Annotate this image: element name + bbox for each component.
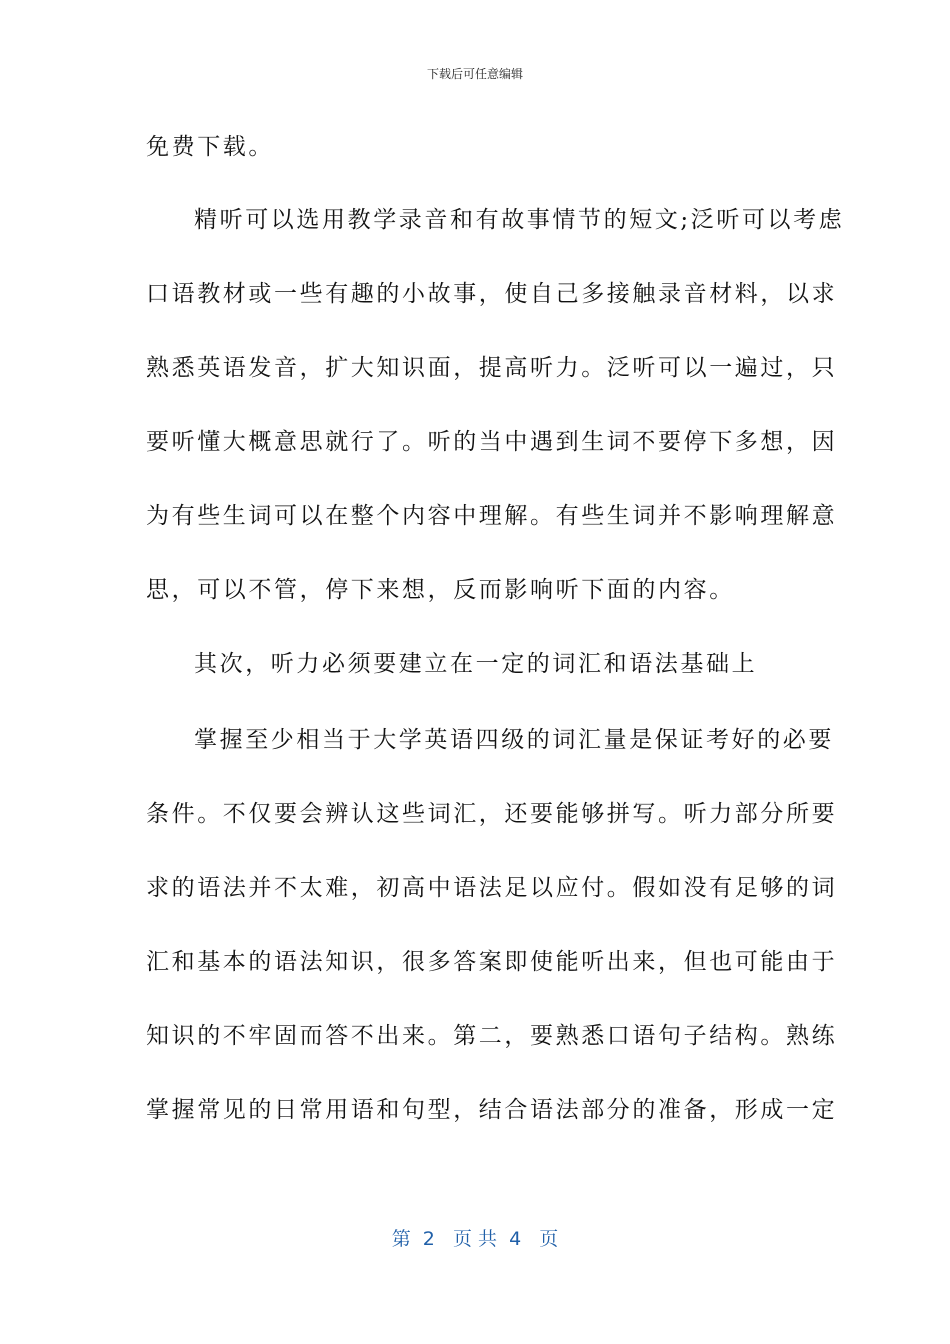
paragraph-start-line: 其次，听力必须要建立在一定的词汇和语法基础上 [194,651,758,677]
text-line: 要听懂大概意思就行了。听的当中遇到生词不要停下多想，因 [146,429,838,455]
text-line: 免费下载。 [146,134,274,160]
text-line: 汇和基本的语法知识，很多答案即使能听出来，但也可能由于 [146,949,838,975]
text-line: 口语教材或一些有趣的小故事，使自己多接触录音材料，以求 [146,281,838,307]
paragraph-start-line: 掌握至少相当于大学英语四级的词汇量是保证考好的必要 [194,727,834,753]
text-line: 求的语法并不太难，初高中语法足以应付。假如没有足够的词 [146,875,838,901]
text-line: 知识的不牢固而答不出来。第二，要熟悉口语句子结构。熟练 [146,1023,838,1049]
text-line: 为有些生词可以在整个内容中理解。有些生词并不影响理解意 [146,503,838,529]
text-line: 条件。不仅要会辨认这些词汇，还要能够拼写。听力部分所要 [146,801,838,827]
text-line: 熟悉英语发音，扩大知识面，提高听力。泛听可以一遍过，只 [146,355,838,381]
paragraph-start-line: 精听可以选用教学录音和有故事情节的短文;泛听可以考虑 [194,207,845,233]
text-line: 掌握常见的日常用语和句型，结合语法部分的准备，形成一定 [146,1097,838,1123]
page-number-footer: 第 2 页 共 4 页 [391,1228,559,1250]
text-line: 思，可以不管，停下来想，反而影响听下面的内容。 [146,577,735,603]
page-header: 下载后可任意编辑 [426,67,523,81]
